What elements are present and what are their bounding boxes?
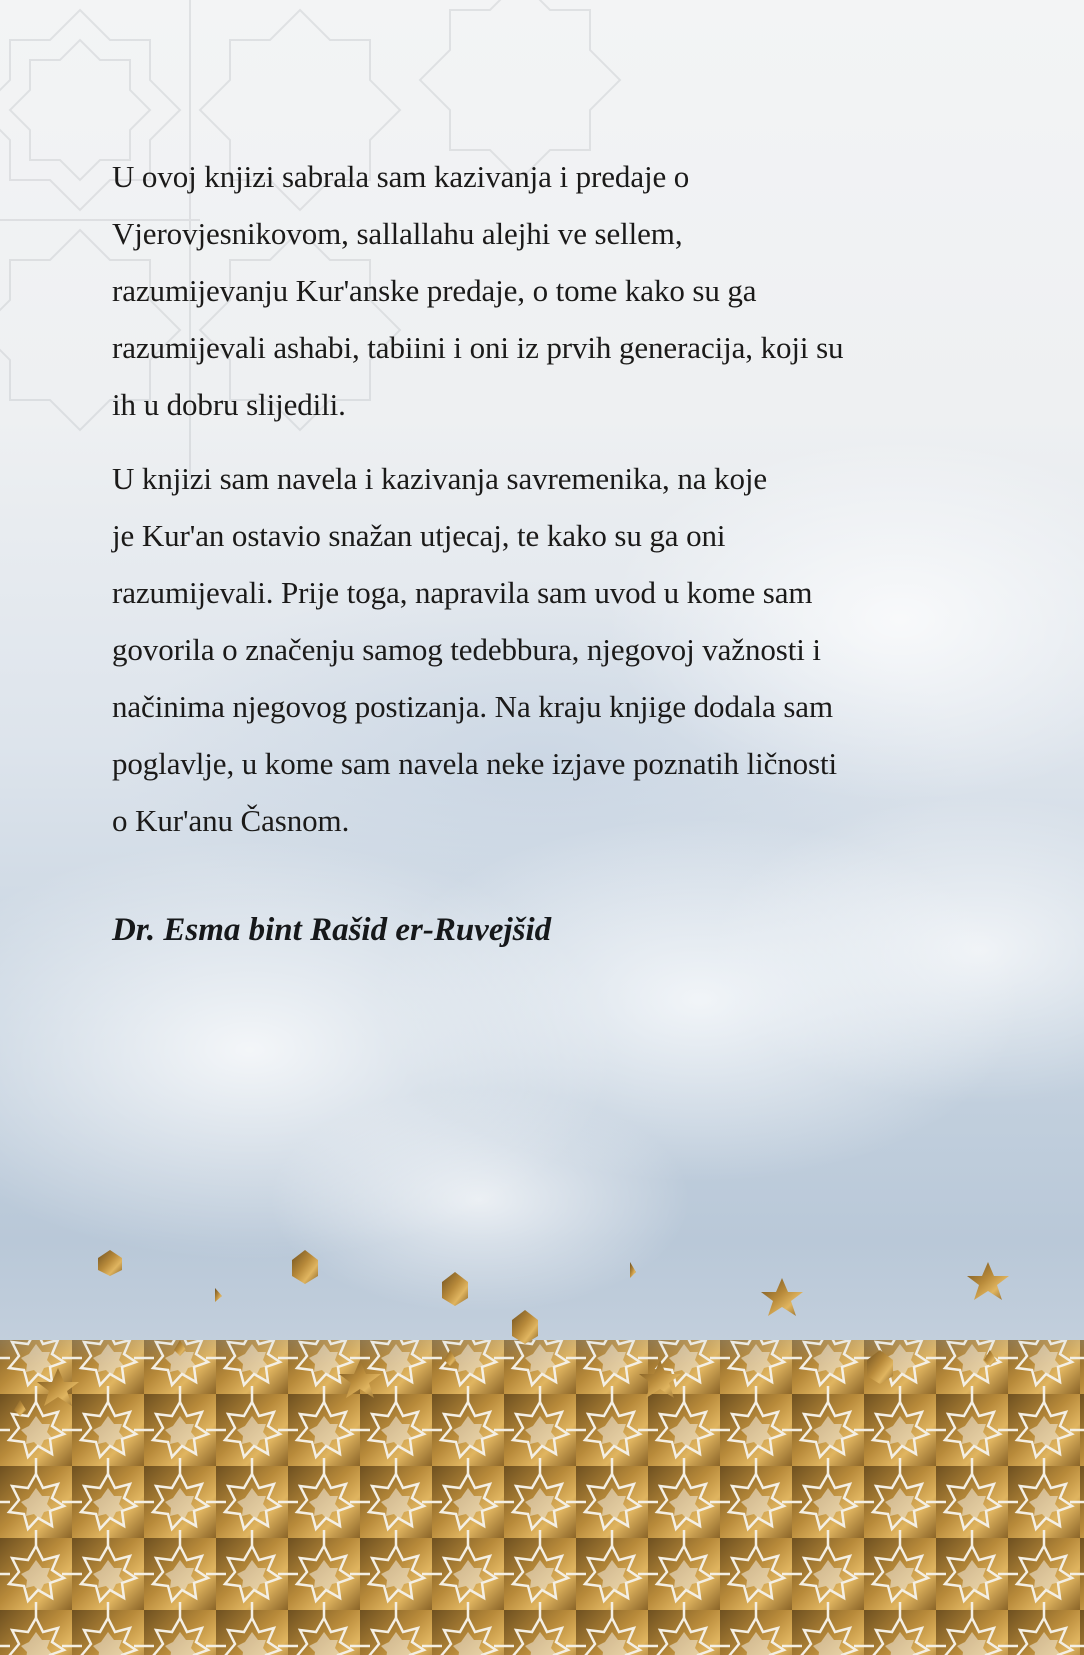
author-signature: Dr. Esma bint Rašid er-Ruvejšid: [112, 912, 552, 948]
paragraph-line: govorila o značenju samog tedebbura, njegovoj važnosti i: [112, 632, 821, 667]
gold-star-ornament: [0, 1250, 1084, 1655]
paragraph-line: Vjerovjesnikovom, sallallahu alejhi ve sellem,: [112, 216, 683, 251]
paragraph-line: U knjizi sam navela i kazivanja savremenika, na koje: [112, 461, 768, 496]
paragraph-line: načinima njegovog postizanja. Na kraju knjige dodala sam: [112, 689, 833, 724]
description-text: [112, 148, 1012, 866]
paragraph-line: razumijevali. Prije toga, napravila sam uvod u kome sam: [112, 575, 813, 610]
paragraph-line: razumijevanju Kur'anske predaje, o tome kako su ga: [112, 273, 757, 308]
paragraph-line: o Kur'anu Časnom.: [112, 803, 350, 838]
paragraph-line: U ovoj knjizi sabrala sam kazivanja i predaje o: [112, 159, 690, 194]
paragraph-line: poglavlje, u kome sam navela neke izjave poznatih ličnosti: [112, 746, 838, 781]
paragraph-line: ih u dobru slijedili.: [112, 387, 346, 422]
paragraph-line: razumijevali ashabi, tabiini i oni iz prvih generacija, koji su: [112, 330, 844, 365]
paragraph-line: je Kur'an ostavio snažan utjecaj, te kako su ga oni: [112, 518, 726, 553]
paragraph-2: [112, 450, 1012, 849]
paragraph-1: [112, 148, 1012, 433]
